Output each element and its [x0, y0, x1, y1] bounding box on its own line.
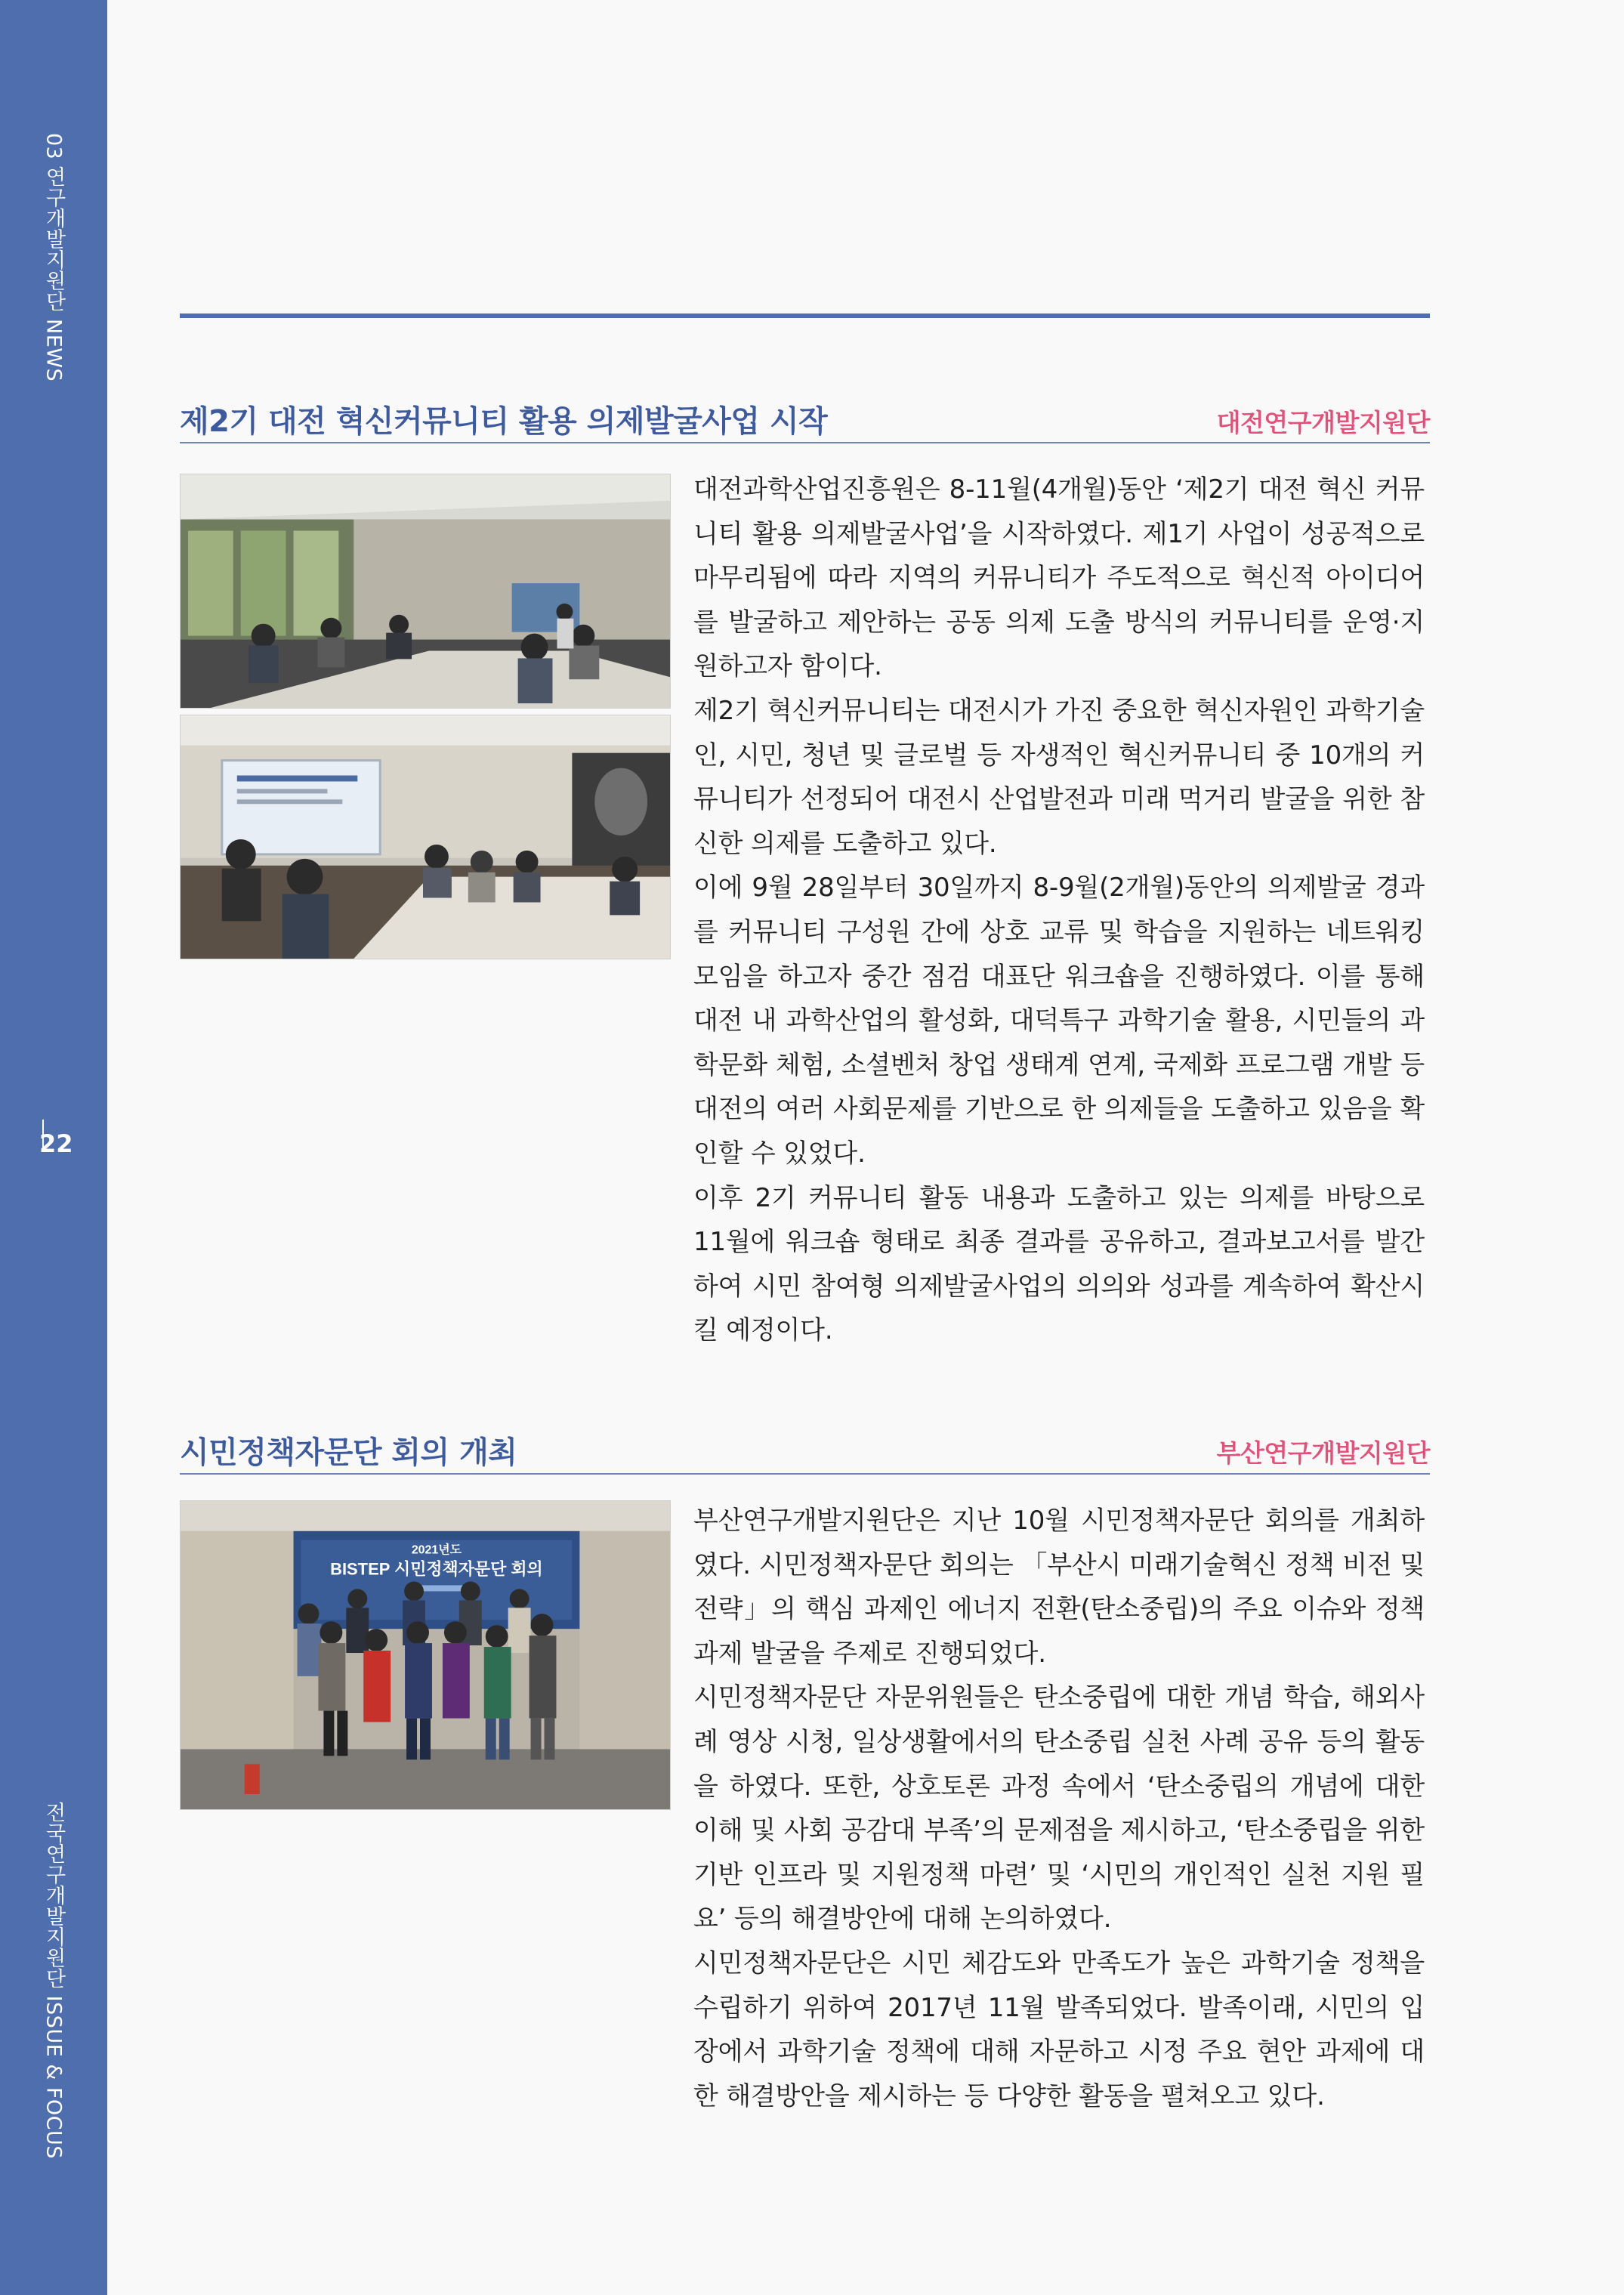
section-2-source: 부산연구개발지원단	[1216, 1438, 1430, 1468]
top-divider	[180, 314, 1430, 318]
group-photo	[180, 1500, 671, 1810]
meeting-photo-2	[180, 715, 671, 959]
section-1-paragraph: 이후 2기 커뮤니티 활동 내용과 도출하고 있는 의제를 바탕으로 11월에 워크숍 형태로 최종 결과를 공유하고, 결과보고서를 발간하여 시민 참여형 의제발굴사업의 의의와 성과를 계속하여 확산시킬 예정이다.	[693, 1182, 1425, 1346]
banner-year: 2021년도	[411, 1543, 462, 1557]
section-1-paragraph: 대전과학산업진흥원은 8-11월(4개월)동안 ‘제2기 대전 혁신 커뮤니티 활용 의제발굴사업’을 시작하였다. 제1기 사업이 성공적으로 마무리됨에 따라 지역의 커뮤니티가 주도적으로 혁신적 아이디어를 발굴하고 제안하는 공동 의제 도출 방식의 커뮤니티를 운영·지원하고자 함이다.	[693, 474, 1425, 682]
section-2-paragraph: 시민정책자문단 자문위원들은 탄소중립에 대한 개념 학습, 해외사례 영상 시청, 일상생활에서의 탄소중립 실천 사례 공유 등의 활동을 하였다. 또한, 상호토론 과정 속에서 ‘탄소중립의 개념에 대한 이해 및 사회 공감대 부족’의 문제점을 제시하고, ‘탄소중립을 위한 기반 인프라 및 지원정책 마련’ 및 ‘시민의 개인적인 실천 지원 필요’ 등의 해결방안에 대해 논의하였다.	[693, 1682, 1425, 1935]
section-1-body	[693, 468, 1425, 1353]
sidebar-publication-label: 전국연구개발지원단 ISSUE & FOCUS	[42, 1802, 66, 2159]
section-1-source: 대전연구개발지원단	[1216, 408, 1430, 437]
section-2-paragraph: 부산연구개발지원단은 지난 10월 시민정책자문단 회의를 개최하였다. 시민정책자문단 회의는 「부산시 미래기술혁신 정책 비전 및 전략」의 핵심 과제인 에너지 전환(탄소중립)의 주요 이슈와 정책 과제 발굴을 주제로 진행되었다.	[693, 1506, 1425, 1669]
section-2-divider	[180, 1473, 1430, 1475]
sidebar-section-label: 03 연구개발지원단 NEWS	[42, 133, 66, 382]
section-2-title: 시민정책자문단 회의 개최	[180, 1435, 517, 1470]
section-1-divider	[180, 442, 1430, 443]
meeting-photo-1	[180, 474, 671, 709]
section-2-paragraph: 시민정책자문단은 시민 체감도와 만족도가 높은 과학기술 정책을 수립하기 위하여 2017년 11월 발족되었다. 발족이래, 시민의 입장에서 과학기술 정책에 대해 자문하고 시정 주요 현안 과제에 대한 해결방안을 제시하는 등 다양한 활동을 펼쳐오고 있다.	[693, 1948, 1425, 2111]
section-1-title: 제2기 대전 혁신커뮤니티 활용 의제발굴사업 시작	[180, 404, 828, 439]
page-number: 22	[39, 1129, 73, 1158]
section-1-paragraph: 이에 9월 28일부터 30일까지 8-9월(2개월)동안의 의제발굴 경과를 커뮤니티 구성원 간에 상호 교류 및 학습을 지원하는 네트워킹 모임을 하고자 중간 점검 대표단 워크숍을 진행하였다. 이를 통해 대전 내 과학산업의 활성화, 대덕특구 과학기술 활용, 시민들의 과학문화 체험, 소셜벤처 창업 생태계 연계, 국제화 프로그램 개발 등 대전의 여러 사회문제를 기반으로 한 의제들을 도출하고 있음을 확인할 수 있었다.	[693, 873, 1425, 1169]
sidebar	[0, 0, 107, 2295]
section-1-paragraph: 제2기 혁신커뮤니티는 대전시가 가진 중요한 혁신자원인 과학기술인, 시민, 청년 및 글로벌 등 자생적인 혁신커뮤니티 중 10개의 커뮤니티가 선정되어 대전시 산업발전과 미래 먹거리 발굴을 위한 참신한 의제를 도출하고 있다.	[693, 695, 1425, 859]
section-2-body	[693, 1499, 1425, 2118]
banner-title: BISTEP 시민정책자문단 회의	[330, 1559, 543, 1579]
